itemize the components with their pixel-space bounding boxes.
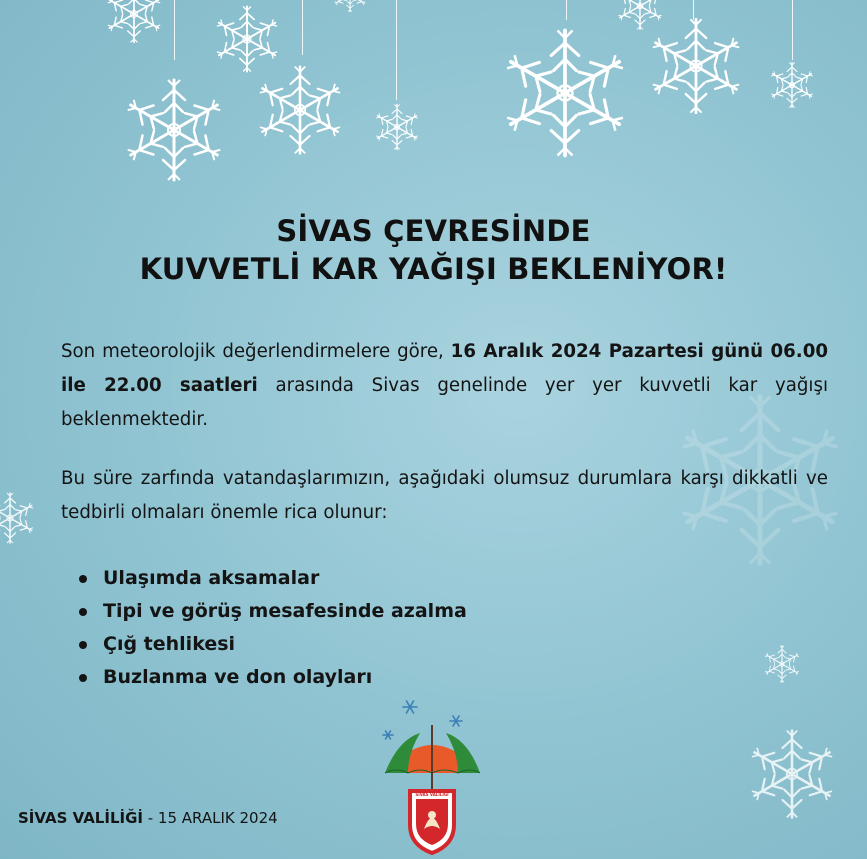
umbrella-icon <box>380 695 490 855</box>
intro-bold-date: 16 Aralık 2024 Pazartesi günü 06.00 ile 22.00 saatleri <box>61 341 828 396</box>
snowflake-icon <box>208 0 286 78</box>
footer-org: SİVAS VALİLİĞİ <box>18 809 143 827</box>
hanging-string <box>396 0 397 100</box>
list-item: Çığ tehlikesi <box>76 628 467 661</box>
title-line-1: SİVAS ÇEVRESİNDE <box>276 214 591 248</box>
intro-paragraph <box>61 335 828 437</box>
snowflake-icon <box>370 100 424 154</box>
list-item: Buzlanma ve don olayları <box>76 661 467 694</box>
hanging-string <box>174 0 175 60</box>
hanging-string <box>566 0 567 20</box>
hanging-string <box>792 0 793 60</box>
logo-text: SİVAS VALİLİĞİ <box>415 792 449 797</box>
hanging-string <box>302 0 303 55</box>
snowflake-icon <box>740 722 844 826</box>
footer-date: - 15 ARALIK 2024 <box>142 809 278 827</box>
snowflake-icon <box>330 0 370 15</box>
snowflake-icon <box>0 488 40 548</box>
snowflake-icon <box>114 70 234 190</box>
footer-signature <box>18 809 278 827</box>
risk-list <box>76 562 467 694</box>
title-line-2: KUVVETLİ KAR YAĞIŞI BEKLENİYOR! <box>139 252 728 286</box>
list-item: Tipi ve görüş mesafesinde azalma <box>76 595 467 628</box>
snowflake-icon <box>760 642 804 686</box>
governorship-logo <box>380 695 490 859</box>
snowflake-icon <box>490 18 640 168</box>
snowflake-icon <box>765 58 819 112</box>
snowflake-icon <box>612 0 668 34</box>
warning-paragraph: Bu süre zarfında vatandaşlarımızın, aşağıdaki olumsuz durumlara karşı dikkatli ve tedbirli olmaları önemle rica olunur: <box>61 468 828 523</box>
page-title <box>0 212 867 288</box>
intro-text-part2: arasında Sivas genelinde yer yer kuvvetli kar yağışı beklenmektedir. <box>61 375 828 430</box>
intro-text-part1: Son meteorolojik değerlendirmelere göre, <box>61 341 451 362</box>
snowflake-icon <box>100 0 168 48</box>
list-item: Ulaşımda aksamalar <box>76 562 467 595</box>
